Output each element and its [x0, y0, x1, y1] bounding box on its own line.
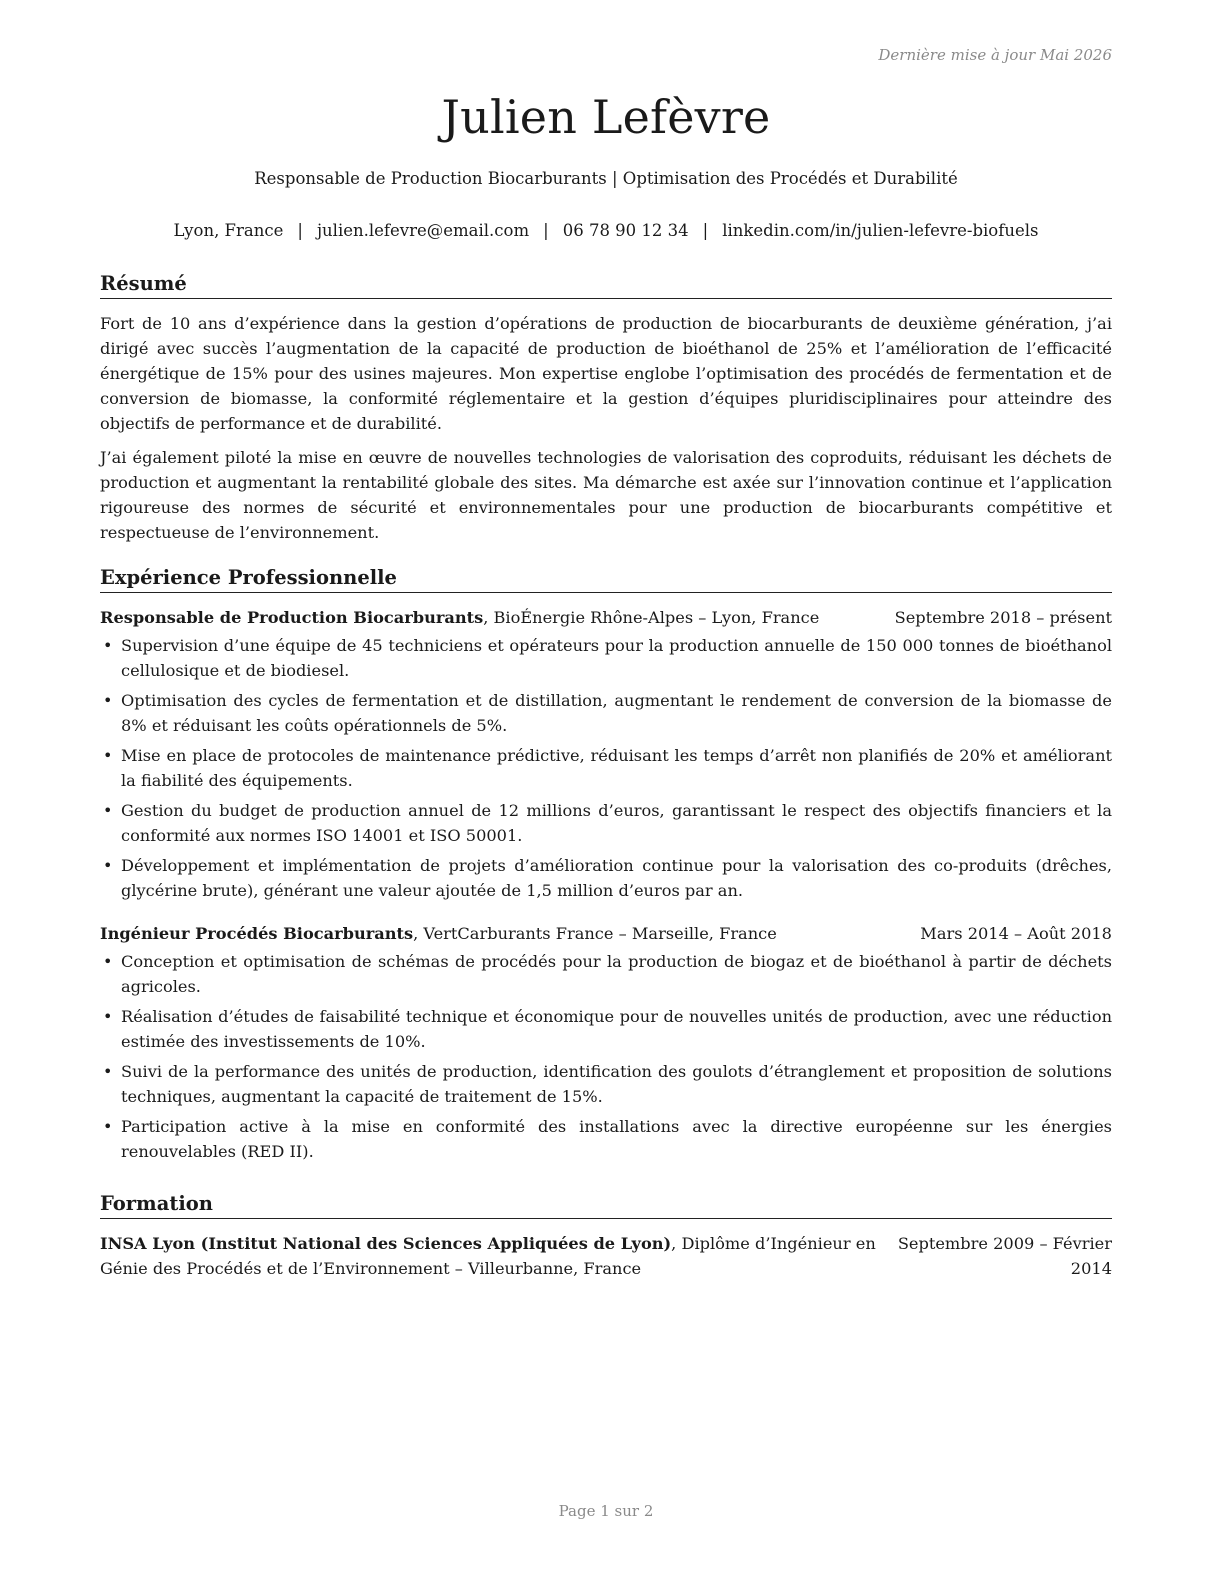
contact-location: Lyon, France: [173, 221, 284, 240]
education-entry: [100, 1231, 1112, 1281]
bullet-icon: •: [103, 801, 113, 820]
job-title-line: [100, 605, 819, 630]
candidate-headline: Responsable de Production Biocarburants | Optimisation des Procédés et Durabilité: [254, 169, 958, 188]
job-header: [100, 605, 1112, 630]
education-field: Génie des Procédés et de l’Environnement – Villeurbanne, France: [100, 1259, 642, 1278]
bullet-text: Réalisation d’études de faisabilité technique et économique pour de nouvelles unités de production, avec une réduction estimée des investissements de 10%.: [121, 1007, 1112, 1051]
candidate-name: Julien Lefèvre: [441, 90, 771, 144]
bullet-icon: •: [103, 1117, 113, 1136]
education-dates-line-1: Septembre 2009 – Février: [897, 1234, 1112, 1253]
bullet-icon: •: [103, 856, 113, 875]
list-item: [100, 688, 1112, 738]
contact-linkedin[interactable]: linkedin.com/in/julien-lefevre-biofuels: [722, 221, 1039, 240]
bullet-icon: •: [103, 1062, 113, 1081]
job-title-line: [100, 921, 777, 946]
job-header: [100, 921, 1112, 946]
list-item: [100, 633, 1112, 683]
section-heading-summary: Résumé: [100, 271, 1112, 299]
list-item: [100, 853, 1112, 903]
list-item: [100, 743, 1112, 793]
job-title: Responsable de Production Biocarburants: [100, 608, 484, 627]
job-bullets: [100, 633, 1112, 903]
list-item: [100, 1059, 1112, 1109]
education-line-1: [100, 1231, 876, 1256]
section-heading-experience: Expérience Professionnelle: [100, 565, 1112, 593]
job-dates: Mars 2014 – Août 2018: [920, 924, 1112, 943]
job-company: , VertCarburants France – Marseille, France: [413, 924, 777, 943]
contact-separator: |: [543, 221, 549, 240]
experience-section: [100, 565, 1112, 1169]
bullet-text: Supervision d’une équipe de 45 techniciens et opérateurs pour la production annuelle de 150 000 tonnes de bioéthanol cellulosique et de biodiesel.: [121, 636, 1112, 680]
contact-email[interactable]: julien.lefevre@email.com: [316, 221, 530, 240]
bullet-text: Optimisation des cycles de fermentation et de distillation, augmentant le rendement de conversion de la biomasse de 8% et réduisant les coûts opérationnels de 5%.: [121, 691, 1112, 735]
bullet-icon: •: [103, 952, 113, 971]
job-entry: [100, 605, 1112, 903]
section-heading-education: Formation: [100, 1191, 1112, 1219]
summary-paragraph: Fort de 10 ans d’expérience dans la gestion d’opérations de production de biocarburants de deuxième génération, j’ai dirigé avec succès l’augmentation de la capacité de production de bioéthanol de 25% et l’amélioration de l’efficacité énergétique de 15% pour des usines majeures. Mon expertise englobe l’optimisation des procédés de fermentation et de conversion de biomasse, la conformité réglementaire et la gestion d’équipes pluridisciplinaires pour atteindre des objectifs de performance et de durabilité.: [100, 314, 1112, 433]
job-dates: Septembre 2018 – présent: [894, 608, 1112, 627]
bullet-text: Suivi de la performance des unités de production, identification des goulots d’étranglement et proposition de solutions techniques, augmentant la capacité de traitement de 15%.: [121, 1062, 1112, 1106]
school-name: INSA Lyon (Institut National des Sciences Appliquées de Lyon): [100, 1234, 672, 1253]
summary-section: [100, 271, 1112, 545]
last-updated: Dernière mise à jour Mai 2026: [878, 46, 1112, 64]
list-item: [100, 949, 1112, 999]
list-item: [100, 1004, 1112, 1054]
job-company: , BioÉnergie Rhône-Alpes – Lyon, France: [483, 608, 820, 627]
list-item: [100, 798, 1112, 848]
education-details: [100, 1231, 876, 1281]
contact-separator: |: [297, 221, 303, 240]
bullet-text: Participation active à la mise en conformité des installations avec la directive européenne sur les énergies renouvelables (RED II).: [121, 1117, 1112, 1161]
education-dates: [898, 1231, 1112, 1281]
bullet-icon: •: [103, 691, 113, 710]
bullet-text: Conception et optimisation de schémas de procédés pour la production de biogaz et de bioéthanol à partir de déchets agricoles.: [121, 952, 1112, 996]
job-title: Ingénieur Procédés Biocarburants: [100, 924, 414, 943]
contact-line: [100, 220, 1112, 242]
education-dates-line-2: 2014: [1070, 1259, 1112, 1278]
bullet-text: Mise en place de protocoles de maintenance prédictive, réduisant les temps d’arrêt non planifiés de 20% et améliorant la fiabilité des équipements.: [121, 746, 1112, 790]
bullet-icon: •: [103, 746, 113, 765]
education-section: [100, 1191, 1112, 1281]
bullet-text: Développement et implémentation de projets d’amélioration continue pour la valorisation des co-produits (drêches, glycérine brute), générant une valeur ajoutée de 1,5 million d’euros par an.: [121, 856, 1112, 900]
bullet-icon: •: [103, 636, 113, 655]
degree: , Diplôme d’Ingénieur en: [671, 1234, 876, 1253]
page-number: Page 1 sur 2: [558, 1502, 654, 1520]
job-bullets: [100, 949, 1112, 1164]
resume-page: [100, 0, 1112, 1584]
job-entry: [100, 921, 1112, 1164]
summary-paragraph: J’ai également piloté la mise en œuvre de nouvelles technologies de valorisation des coproduits, réduisant les déchets de production et augmentant la rentabilité globale des sites. Ma démarche est axée sur l’innovation continue et l’application rigoureuse des normes de sécurité et environnementales pour une production de biocarburants compétitive et respectueuse de l’environnement.: [100, 448, 1112, 542]
bullet-icon: •: [103, 1007, 113, 1026]
list-item: [100, 1114, 1112, 1164]
contact-phone[interactable]: 06 78 90 12 34: [562, 221, 689, 240]
bullet-text: Gestion du budget de production annuel de 12 millions d’euros, garantissant le respect des objectifs financiers et la conformité aux normes ISO 14001 et ISO 50001.: [121, 801, 1112, 845]
contact-separator: |: [702, 221, 709, 240]
